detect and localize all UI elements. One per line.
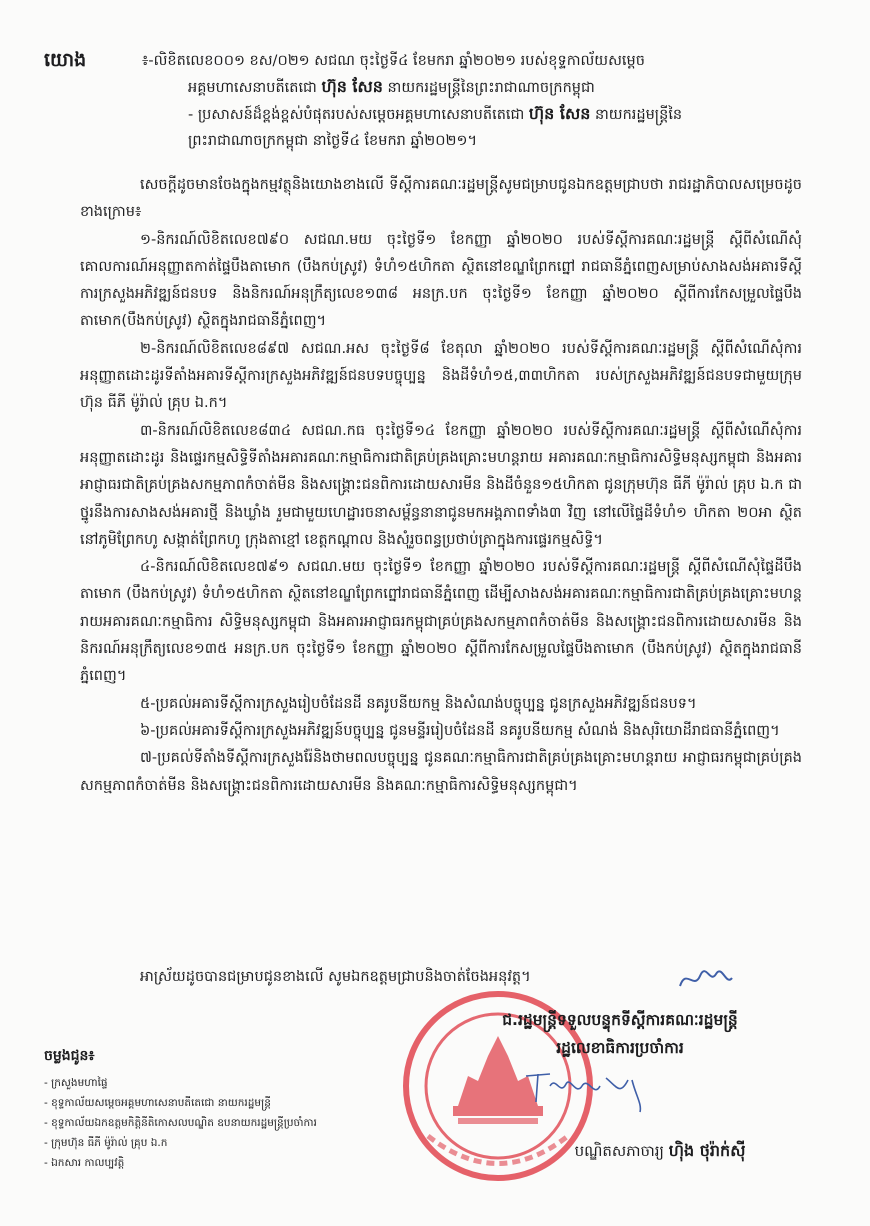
signer-name: ហ៊ិង ថុរ៉ាក់ស៊ី: [668, 1141, 746, 1160]
copy-to-list: [44, 1046, 344, 1173]
reference-text: នាយករដ្ឋមន្ត្រីនៃ: [590, 107, 683, 123]
initial-mark: [676, 964, 736, 994]
copy-to-item: - ក្រសួងមហាផ្ទៃ: [44, 1077, 108, 1089]
reference-line-3: [188, 101, 834, 128]
letter-body: [80, 172, 802, 800]
copy-to-item: - ខុទ្ទកាល័យឯកឧត្តមកិត្តិនីតិកោសលបណ្ឌិត ឧបនាយករដ្ឋមន្ត្រីប្រចាំការ: [44, 1117, 317, 1129]
intro-paragraph: សេចក្ដីដូចមានចែងក្នុងកម្មវត្ថុនិងយោងខាងលើ ទីស្ដីការគណៈរដ្ឋមន្ត្រីសូមជម្រាបជូនឯកឧត្តមជ្រាបថា រាជរដ្ឋាភិបាលសម្រេចដូចខាងក្រោម៖: [80, 177, 802, 221]
pm-name: ហ៊ុន សែន: [528, 104, 591, 123]
decision-item-5: ៥-ប្រគល់អគារទីស្ដីការក្រសួងរៀបចំដែនដី នគរូបនីយកម្ម និងសំណង់បច្ចុប្បន្ន ជូនក្រសួងអភិវឌ្ឍន៍ជនបទ។: [140, 695, 697, 712]
reference-line-1: ៖-លិខិតលេខ០០១ ខស/០២១ សជណ ចុះថ្ងៃទី៤ ខែមករា ឆ្នាំ២០២១ របស់ខុទ្ទកាល័យសម្ដេច: [142, 53, 645, 69]
signer-title: បណ្ឌិតសភាចារ្យ: [574, 1142, 669, 1160]
copy-to-item: - ខុទ្ទកាល័យសម្ដេចអគ្គមហាសេនាបតីតេជោ នាយករដ្ឋមន្ត្រី: [44, 1097, 271, 1109]
reference-line-2: [188, 74, 834, 101]
reference-text: នាយករដ្ឋមន្ត្រីនៃព្រះរាជាណាចក្រកម្ពុជា: [382, 80, 595, 96]
signatory-position: រដ្ឋលេខាធិការប្រចាំការ: [556, 1039, 684, 1057]
decision-item-2: ២-និករណ៍លិខិតលេខ៨៩៧ សជណ.អស ចុះថ្ងៃទី៨ ខែតុលា ឆ្នាំ២០២០ របស់ទីស្ដីការគណៈរដ្ឋមន្ត្រី ស្ដីពីសំណើសុំការអនុញ្ញាតដោះដូរទីតាំងអគារទីស្ដីការក្រសួងអភិវឌ្ឍន៍ជនបទបច្ចុប្បន្ន និងដីទំហំ១៥,៣៣ហិកតា របស់ក្រសួងអភិវឌ្ឍន៍ជនបទជាមួយក្រុមហ៊ុន ធីភី ម៉ូរ៉ាល់ គ្រុប ឯ.ក។: [80, 340, 802, 412]
closing-sentence: អាស្រ័យដូចបានជម្រាបជូនខាងលើ សូមឯកឧត្តមជ្រាបនិងចាត់ចែងអនុវត្ត។: [140, 969, 531, 985]
pm-name: ហ៊ុន សែន: [321, 77, 383, 96]
handwritten-signature: [520, 1056, 660, 1116]
reference-label: យោង: [44, 49, 87, 71]
signer-line: [470, 1140, 850, 1164]
reference-text: - ប្រសាសន៍ដ៏ខ្ពង់ខ្ពស់បំផុតរបស់សម្ដេចអគ្គមហាសេនាបតីតេជោ: [188, 107, 529, 123]
reference-line-4: ព្រះរាជាណាចក្រកម្ពុជា នាថ្ងៃទី៤ ខែមករា ឆ្នាំ២០២១។: [188, 133, 478, 149]
copy-to-title: ចម្លងជូន៖: [44, 1048, 95, 1064]
reference-text: អគ្គមហាសេនាបតីតេជោ: [188, 80, 322, 96]
copy-to-item: - ក្រុមហ៊ុន ធីភី ម៉ូរ៉ាល់ គ្រុប ឯ.ក: [44, 1137, 168, 1149]
copy-to-item: - ឯកសារ កាលប្បវត្តិ: [44, 1157, 125, 1169]
decision-item-4: ៤-និករណ៍លិខិតលេខ៧៩១ សជណ.មយ ចុះថ្ងៃទី១ ខែកញ្ញា ឆ្នាំ២០២០ របស់ទីស្ដីការគណៈរដ្ឋមន្ត្រី ស្ដីពីសំណើសុំផ្ទៃដីបឹងតាមោក (បឹងកប់ស្រូវ) ទំហំ១៥ហិកតា ស្ថិតនៅខណ្ឌព្រែកព្នៅរាជធានីភ្នំពេញ ដើម្បីសាងសង់អគារគណៈកម្មាធិការជាតិគ្រប់គ្រងគ្រោះមហន្តរាយអគារគណៈកម្មាធិការ សិទ្ធិមនុស្សកម្ពុជា និងអគារអាជ្ញាធរកម្ពុជាគ្រប់គ្រងសកម្មភាពកំចាត់មីន និងសង្គ្រោះជនពិការដោយសារមីន និងនិករណ៍អនុក្រឹត្យលេខ១៣៥ អនក្រ.បក ចុះថ្ងៃទី១ ខែកញ្ញា ឆ្នាំ២០២០ ស្ដីពីការកែសម្រួលផ្ទៃបឹងតាមោក (បឹងកប់ស្រូវ) ស្ថិតក្នុងរាជធានីភ្នំពេញ។: [80, 559, 802, 685]
reference-section: [44, 48, 834, 154]
decision-item-6: ៦-ប្រគល់អគារទីស្ដីការក្រសួងអភិវឌ្ឍន៍បច្ចុប្បន្ន ជូនមន្ទីររៀបចំដែនដី នគរូបនីយកម្ម សំណង់ និងសុរិយោដីរាជធានីភ្នំពេញ។: [140, 722, 780, 739]
decision-item-3: ៣-និករណ៍លិខិតលេខ៨៣៤ សជណ.កធ ចុះថ្ងៃទី១៤ ខែកញ្ញា ឆ្នាំ២០២០ របស់ទីស្ដីការគណៈរដ្ឋមន្ត្រី ស្ដីពីសំណើសុំការអនុញ្ញាតដោះដូរ និងផ្ទេរកម្មសិទ្ធិទីតាំងអគារគណៈកម្មាធិការជាតិគ្រប់គ្រងគ្រោះមហន្តរាយ អគារគណៈកម្មាធិការសិទ្ធិមនុស្សកម្ពុជា និងអគារអាជ្ញាធរជាតិគ្រប់គ្រងសកម្មភាពកំចាត់មីន និងសង្គ្រោះជនពិការដោយសារមីន និងដីចំនួន១៥ហិកតា ជូនក្រុមហ៊ុន ធីភី ម៉ូរ៉ាល់ គ្រុប ឯ.ក ជាថ្នូរនឹងការសាងសង់អគារថ្មី និងឃ្លាំង រួមជាមួយហេដ្ឋារចនាសម្ព័ន្ធនានាជូនមកអង្គភាពទាំង៣ វិញ នៅលើផ្ទៃដីទំហំ១ ហិកតា ២០អា ស្ថិតនៅភូមិព្រែកហូ សង្កាត់ព្រែកហូ ក្រុងតាខ្មៅ ខេត្តកណ្ដាល និងសុំរួចពន្ធប្រថាប់ត្រាក្នុងការផ្ទេរកម្មសិទ្ធិ។: [80, 422, 802, 548]
decision-item-7: ៧-ប្រគល់ទីតាំងទីស្ដីការក្រសួងរ៉ែនិងថាមពលបច្ចុប្បន្ន ជូនគណៈកម្មាធិការជាតិគ្រប់គ្រងគ្រោះមហន្តរាយ អាជ្ញាធរកម្ពុជាគ្រប់គ្រងសកម្មភាពកំចាត់មីន និងសង្គ្រោះជនពិការដោយសារមីន និងគណៈកម្មាធិការសិទ្ធិមនុស្សកម្ពុជា។: [80, 750, 802, 794]
signature-block: [390, 1006, 850, 1062]
decision-item-1: ១-និករណ៍លិខិតលេខ៧៩០ សជណ.មយ ចុះថ្ងៃទី១ ខែកញ្ញា ឆ្នាំ២០២០ របស់ទីស្ដីការគណៈរដ្ឋមន្ត្រី ស្ដីពីសំណើសុំគោលការណ៍អនុញ្ញាតកាត់ផ្ទៃបឹងតាមោក (បឹងកប់ស្រូវ) ទំហំ១៥ហិកតា ស្ថិតនៅខណ្ឌព្រែកព្នៅ រាជធានីភ្នំពេញសម្រាប់សាងសង់អគារទីស្ដីការក្រសួងអភិវឌ្ឍន៍ជនបទ និងនិករណ៍អនុក្រឹត្យលេខ១៣៨ អនក្រ.បក ចុះថ្ងៃទី១ ខែកញ្ញា ឆ្នាំ២០២០ ស្ដីពីការកែសម្រួលផ្ទៃបឹងតាមោក(បឹងកប់ស្រូវ) ស្ថិតក្នុងរាជធានីភ្នំពេញ។: [80, 231, 802, 330]
signatory-role: ជ.រដ្ឋមន្ត្រីទទួលបន្ទុកទីស្ដីការគណៈរដ្ឋមន្ត្រី: [502, 1011, 738, 1029]
